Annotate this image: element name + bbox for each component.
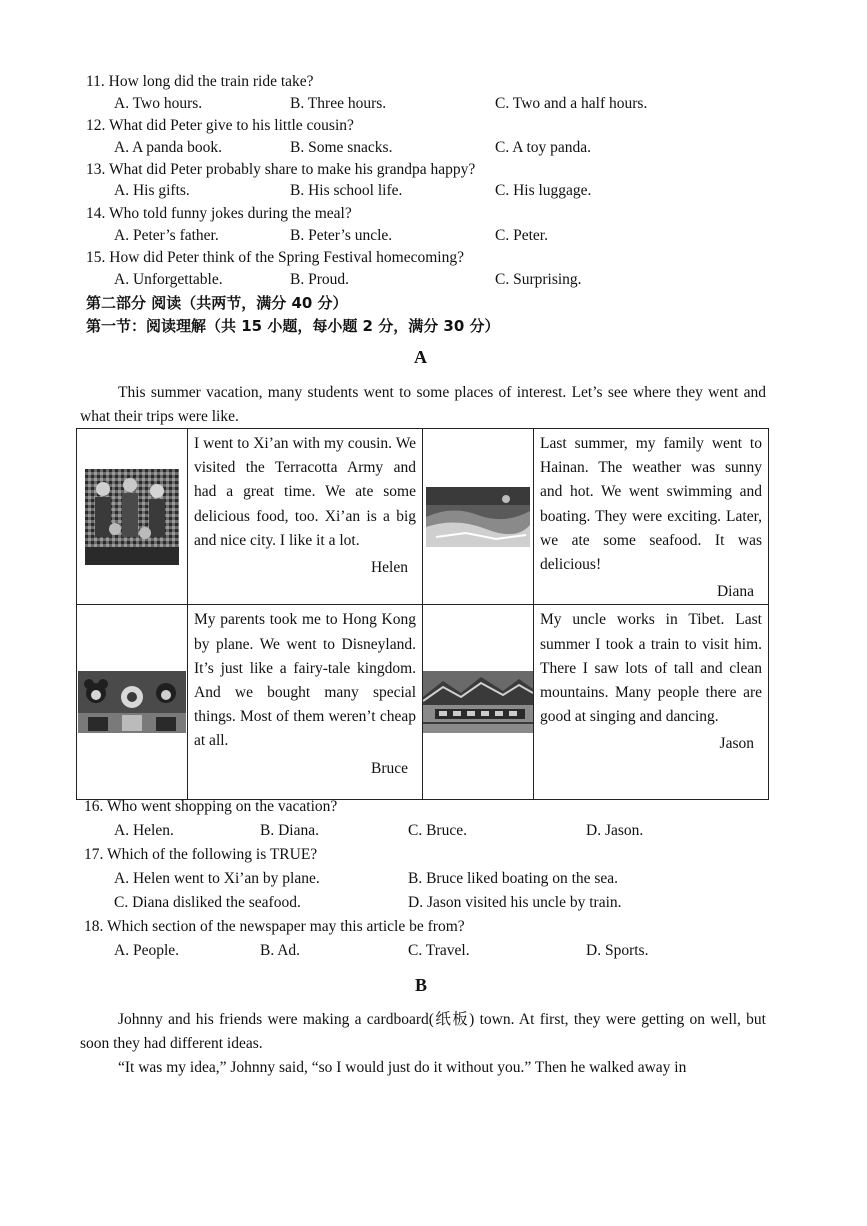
tibet-train-photo <box>423 671 533 733</box>
photo-cell <box>77 605 188 800</box>
option-d: D. Jason visited his uncle by train. <box>408 894 622 911</box>
card-author: Bruce <box>370 759 408 777</box>
card-author: Helen <box>370 559 408 577</box>
question-stem: 13. What did Peter probably share to make his grandpa happy? <box>86 161 476 178</box>
passage-b-paragraph-2: “It was my idea,” Johnny said, “so I would just do it without you.” Then he walked away in <box>118 1059 687 1076</box>
card-jason <box>534 605 769 800</box>
option-c: C. Diana disliked the seafood. <box>114 894 301 911</box>
passage-a-intro: This summer vacation, many students went to some places of interest. Let’s see where they went and what their trips were like. <box>80 384 766 425</box>
option-b: B. Three hours. <box>290 95 387 112</box>
part-two-heading: 第二部分 阅读（共两节，满分 40 分） <box>86 294 348 312</box>
option-a: A. His gifts. <box>114 182 190 199</box>
passage-a-letter: A <box>414 347 427 367</box>
option-d: D. Jason. <box>586 822 644 839</box>
photo-cell <box>423 429 534 605</box>
option-b: B. Diana. <box>260 822 319 839</box>
option-b: B. His school life. <box>290 182 403 199</box>
question-stem: 18. Which section of the newspaper may this article be from? <box>84 918 465 935</box>
photo-cell <box>77 429 188 605</box>
hainan-beach-photo <box>426 487 530 547</box>
option-a: A. Helen. <box>114 822 174 839</box>
option-b: B. Proud. <box>290 271 349 288</box>
option-c: C. Bruce. <box>408 822 467 839</box>
option-d: D. Sports. <box>586 942 649 959</box>
option-a: A. A panda book. <box>114 139 223 156</box>
question-stem: 17. Which of the following is TRUE? <box>84 846 318 863</box>
option-a: A. Helen went to Xi’an by plane. <box>114 870 320 887</box>
disneyland-photo <box>78 671 186 733</box>
trips-table <box>76 428 769 800</box>
question-stem: 14. Who told funny jokes during the meal? <box>86 205 352 222</box>
option-b: B. Bruce liked boating on the sea. <box>408 870 619 887</box>
photo-cell <box>423 605 534 800</box>
option-b: B. Peter’s uncle. <box>290 227 393 244</box>
card-author: Jason <box>719 735 754 753</box>
card-helen <box>188 429 423 605</box>
option-a: A. People. <box>114 942 180 959</box>
terracotta-army-photo <box>85 469 179 565</box>
question-stem: 16. Who went shopping on the vacation? <box>84 798 338 815</box>
option-b: B. Ad. <box>260 942 301 959</box>
question-stem: 11. How long did the train ride take? <box>86 73 314 90</box>
option-c: C. Surprising. <box>495 271 582 288</box>
card-text: Last summer, my family went to Hainan. The weather was sunny and hot. We went swimming and boating. They were exciting. Later, we ate some seafood. It was delicious! <box>540 435 762 574</box>
card-text: I went to Xi’an with my cousin. We visited the Terracotta Army and had a great time. We ate some delicious food, too. Xi’an is a big and nice city. I like it a lot. <box>194 435 416 549</box>
card-diana <box>534 429 769 605</box>
option-c: C. Peter. <box>495 227 548 244</box>
card-author: Diana <box>716 583 754 601</box>
question-stem: 15. How did Peter think of the Spring Festival homecoming? <box>86 249 464 266</box>
section-one-heading: 第一节：阅读理解（共 15 小题，每小题 2 分，满分 30 分） <box>86 317 500 335</box>
option-c: C. Two and a half hours. <box>495 95 648 112</box>
option-a: A. Unforgettable. <box>114 271 223 288</box>
option-c: C. Travel. <box>408 942 470 959</box>
passage-b-letter: B <box>415 975 428 995</box>
card-text: My uncle works in Tibet. Last summer I took a train to visit him. There I saw lots of tall and clean mountains. Many people there are good at singing and dancing. <box>540 611 762 726</box>
option-a: A. Peter’s father. <box>114 227 219 244</box>
passage-b-paragraph-1: Johnny and his friends were making a cardboard(纸板) town. At first, they were getting on well, but soon they had different ideas. <box>80 1011 766 1052</box>
option-b: B. Some snacks. <box>290 139 393 156</box>
option-c: C. A toy panda. <box>495 139 592 156</box>
card-text: My parents took me to Hong Kong by plane. We went to Disneyland. It’s just like a fairy-tale kingdom. And we bought many special things. Most of them weren’t cheap at all. <box>194 611 416 750</box>
option-a: A. Two hours. <box>114 95 203 112</box>
question-stem: 12. What did Peter give to his little cousin? <box>86 117 354 134</box>
card-bruce <box>188 605 423 800</box>
option-c: C. His luggage. <box>495 182 592 199</box>
